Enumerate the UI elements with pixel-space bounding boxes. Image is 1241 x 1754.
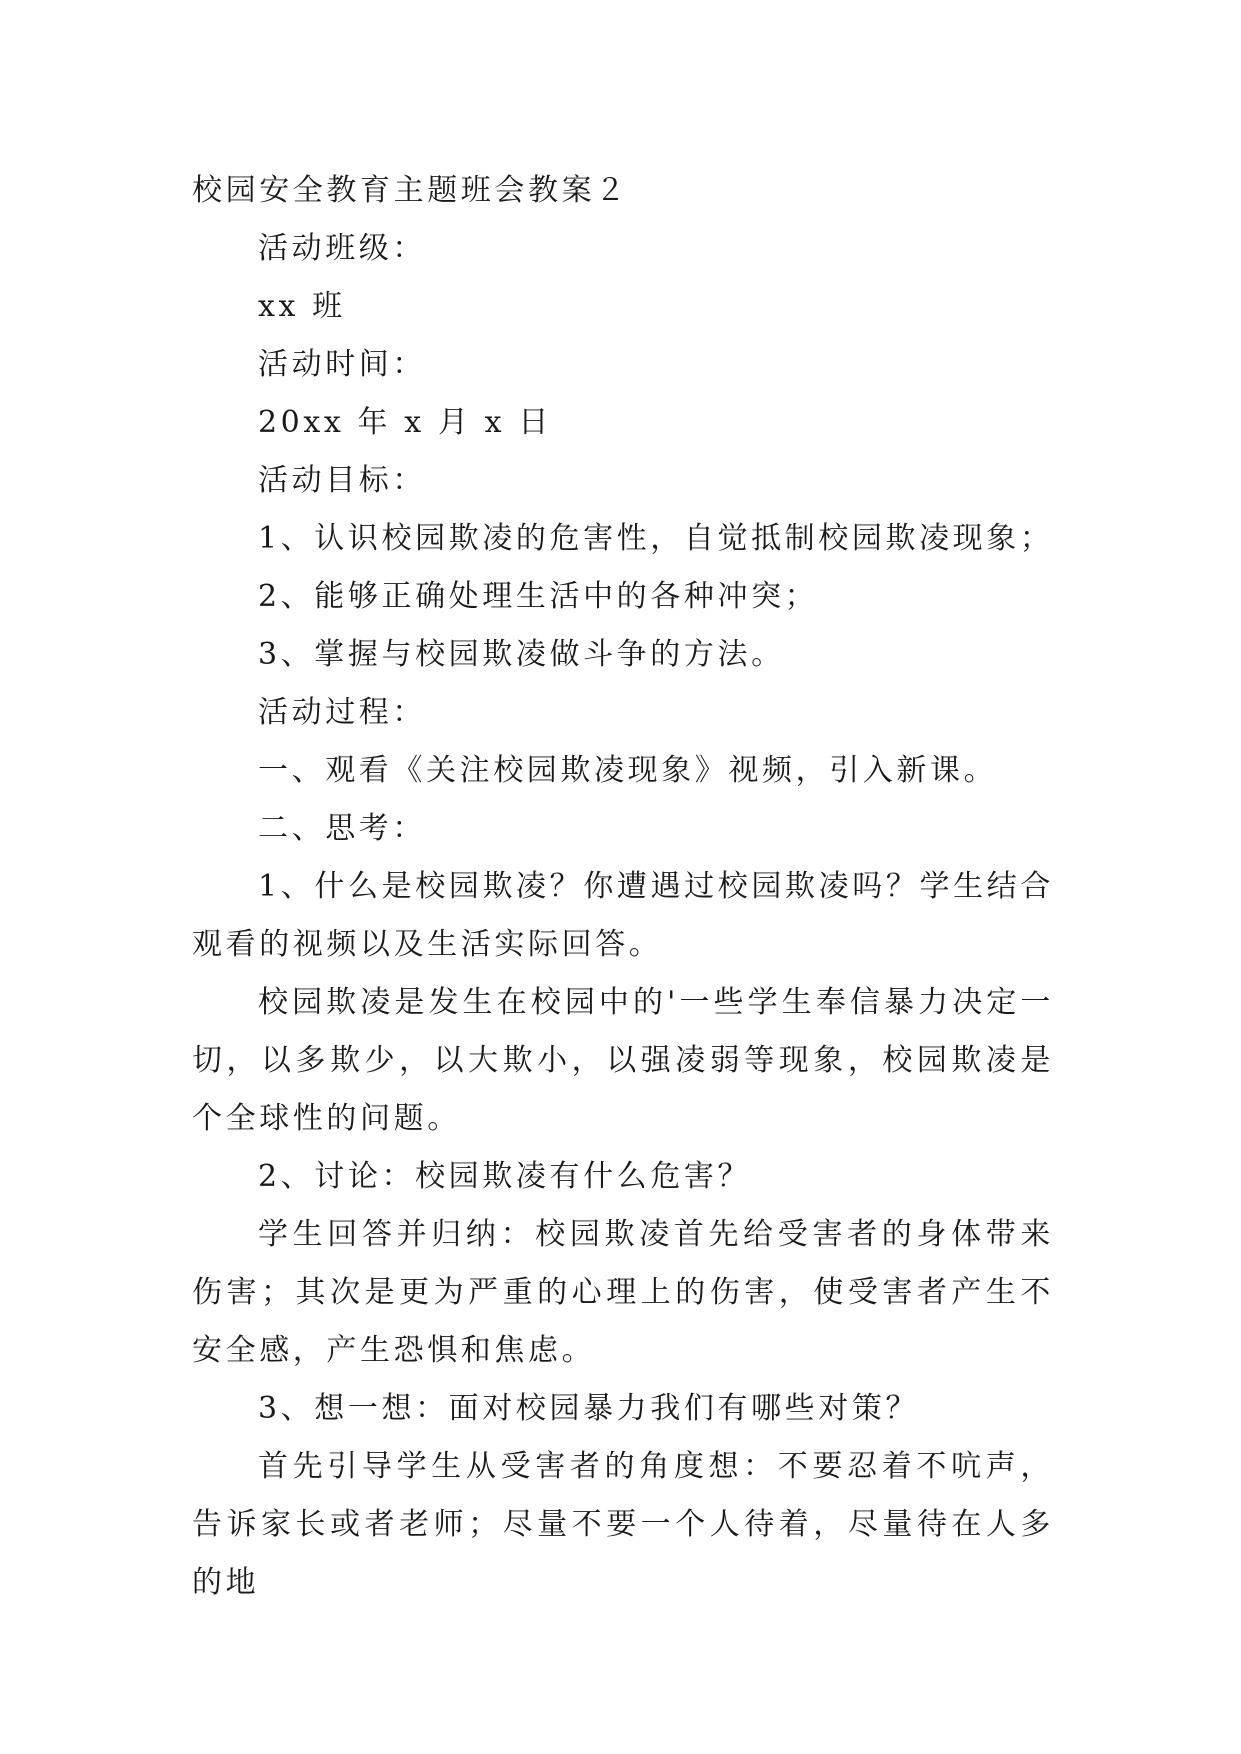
paragraph-answer: 学生回答并归纳：校园欺凌首先给受害者的身体带来伤害；其次是更为严重的心理上的伤害，使受害者产生不安全感，产生恐惧和焦虑。	[192, 1217, 1054, 1368]
paragraph-goal-label: 活动目标：	[258, 463, 426, 498]
paragraph-goal-3: 3、掌握与校园欺凌做斗争的方法。	[258, 637, 785, 672]
paragraph-question-1: 1、什么是校园欺凌？你遭遇过校园欺凌吗？学生结合观看的视频以及生活实际回答。	[192, 869, 1054, 962]
paragraph-process-label: 活动过程：	[258, 695, 426, 730]
paragraph-discussion: 2、讨论：校园欺凌有什么危害？	[258, 1159, 752, 1194]
document-title: 校园安全教育主题班会教案２	[192, 173, 629, 208]
paragraph-step-1: 一、观看《关注校园欺凌现象》视频，引入新课。	[258, 753, 998, 788]
paragraph-time-value: 20xx 年 x 月 x 日	[258, 405, 552, 440]
paragraph-time-label: 活动时间：	[258, 347, 426, 382]
paragraph-guidance: 首先引导学生从受害者的角度想：不要忍着不吭声，告诉家长或者老师；尽量不要一个人待着，尽量待在人多的地	[192, 1449, 1054, 1600]
document-body	[192, 162, 1054, 1612]
paragraph-goal-1: 1、认识校园欺凌的危害性，自觉抵制校园欺凌现象；	[258, 521, 1054, 556]
paragraph-question-3: 3、想一想：面对校园暴力我们有哪些对策？	[258, 1391, 920, 1426]
paragraph-step-2: 二、思考：	[258, 811, 426, 846]
paragraph-goal-2: 2、能够正确处理生活中的各种冲突；	[258, 579, 819, 614]
paragraph-class-label: 活动班级：	[258, 231, 426, 266]
paragraph-class-value: xx 班	[258, 289, 346, 324]
paragraph-definition: 校园欺凌是发生在校园中的'一些学生奉信暴力决定一切，以多欺少，以大欺小，以强凌弱等现象，校园欺凌是个全球性的问题。	[192, 985, 1054, 1136]
